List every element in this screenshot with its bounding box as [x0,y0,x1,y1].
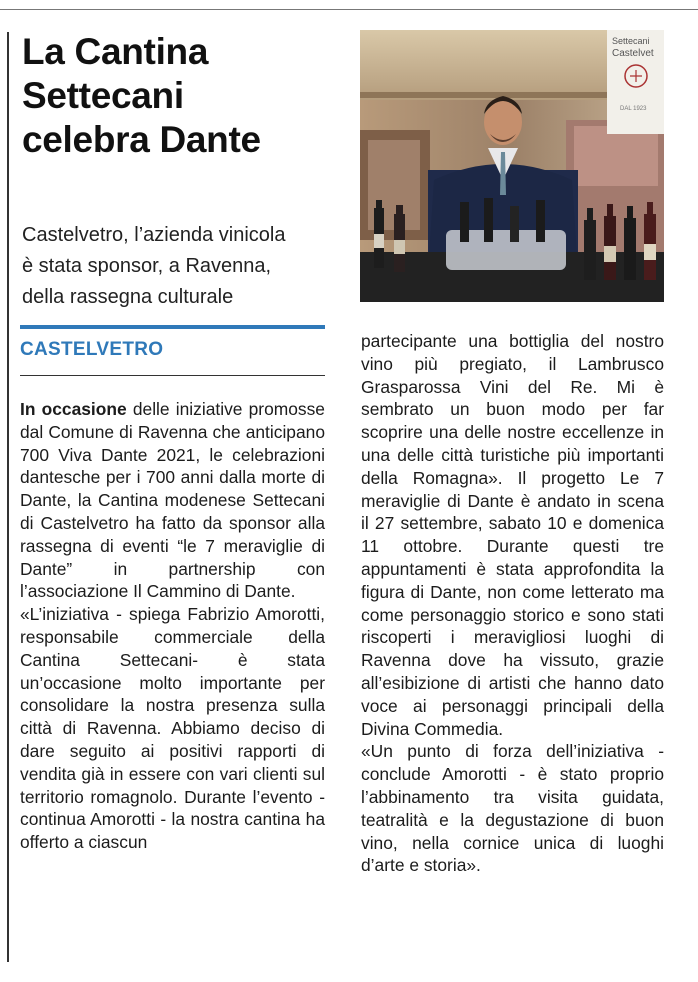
subhead-line-3: della rassegna culturale [22,286,234,308]
paragraph-1-text: delle iniziative promosse dal Comune di Ravenna che anticipano 700 Viva Dante 2021, le celebrazioni dantesche per i 700 anni dalla morte di Dante, la Cantina modenese Settecani di Castelvetro ha fatto da sponsor alla rassegna di eventi “le 7 meraviglie di Dante” in partnership con l’associazione Il Cammino di Dante. [20,399,325,602]
subhead-line-1: Castelvetro, l’azienda vinicola [22,224,286,246]
subheadline [22,220,332,313]
section-rule-bottom [20,375,325,376]
body-column-1 [20,398,325,854]
paragraph-4: «Un punto di forza dell’iniziativa - conclude Amorotti - è stato proprio l’abbinamento tra visita guidata, teatralità e la degustazione di buon vino, nella cornice unica di luoghi d’arte e storia». [361,741,664,876]
paragraph-1 [20,398,325,603]
photo-sign-line-3: DAL 1923 [620,106,647,112]
headline [22,30,342,162]
photo-illustration [360,30,664,302]
subhead-line-2: è stata sponsor, a Ravenna, [22,255,272,277]
body-column-2 [361,330,664,877]
paragraph-2: «L’iniziativa - spiega Fabrizio Amorotti, responsabile commerciale della Cantina Settecani- è stata un’occasione molto importante per consolidare la nostra presenza sulla città di Ravenna. Abbiamo deciso di dare seguito ai positivi rapporti di vendita già in essere con vari clienti sul territorio romagnolo. Durante l’evento - continua Amorotti - la nostra cantina ha offerto a ciascun [20,604,325,853]
headline-line-1: La Cantina [22,31,209,72]
section-label: CASTELVETRO [20,339,164,360]
left-margin-bar [7,32,9,962]
photo-sign-line-1: Settecani [612,36,650,46]
article-photo [360,30,664,302]
headline-line-2: Settecani [22,75,184,116]
lead-in: In occasione [20,399,127,419]
paragraph-3: partecipante una bottiglia del nostro vino più pregiato, il Lambrusco Grasparossa Vini del Re. Mi è sembrato un buon modo per far scoprire una delle nostre eccellenze in una delle città turistiche più importanti della Romagna». Il progetto Le 7 meraviglie di Dante è andato in scena il 27 settembre, sabato 10 e domenica 11 ottobre. Durante questi tre appuntamenti è stata approfondita la figura di Dante, non come letterato ma come personaggio storico e sono stati riscoperti i meravigliosi luoghi di Ravenna dove ha vissuto, grazie all’esibizione di artisti che hanno dato voce ai personaggi principali della Divina Commedia. [361,331,664,739]
headline-line-3: celebra Dante [22,119,261,160]
photo-sign-line-2: Castelvet [612,48,654,59]
section-rule-top [20,325,325,329]
top-rule [0,9,698,10]
